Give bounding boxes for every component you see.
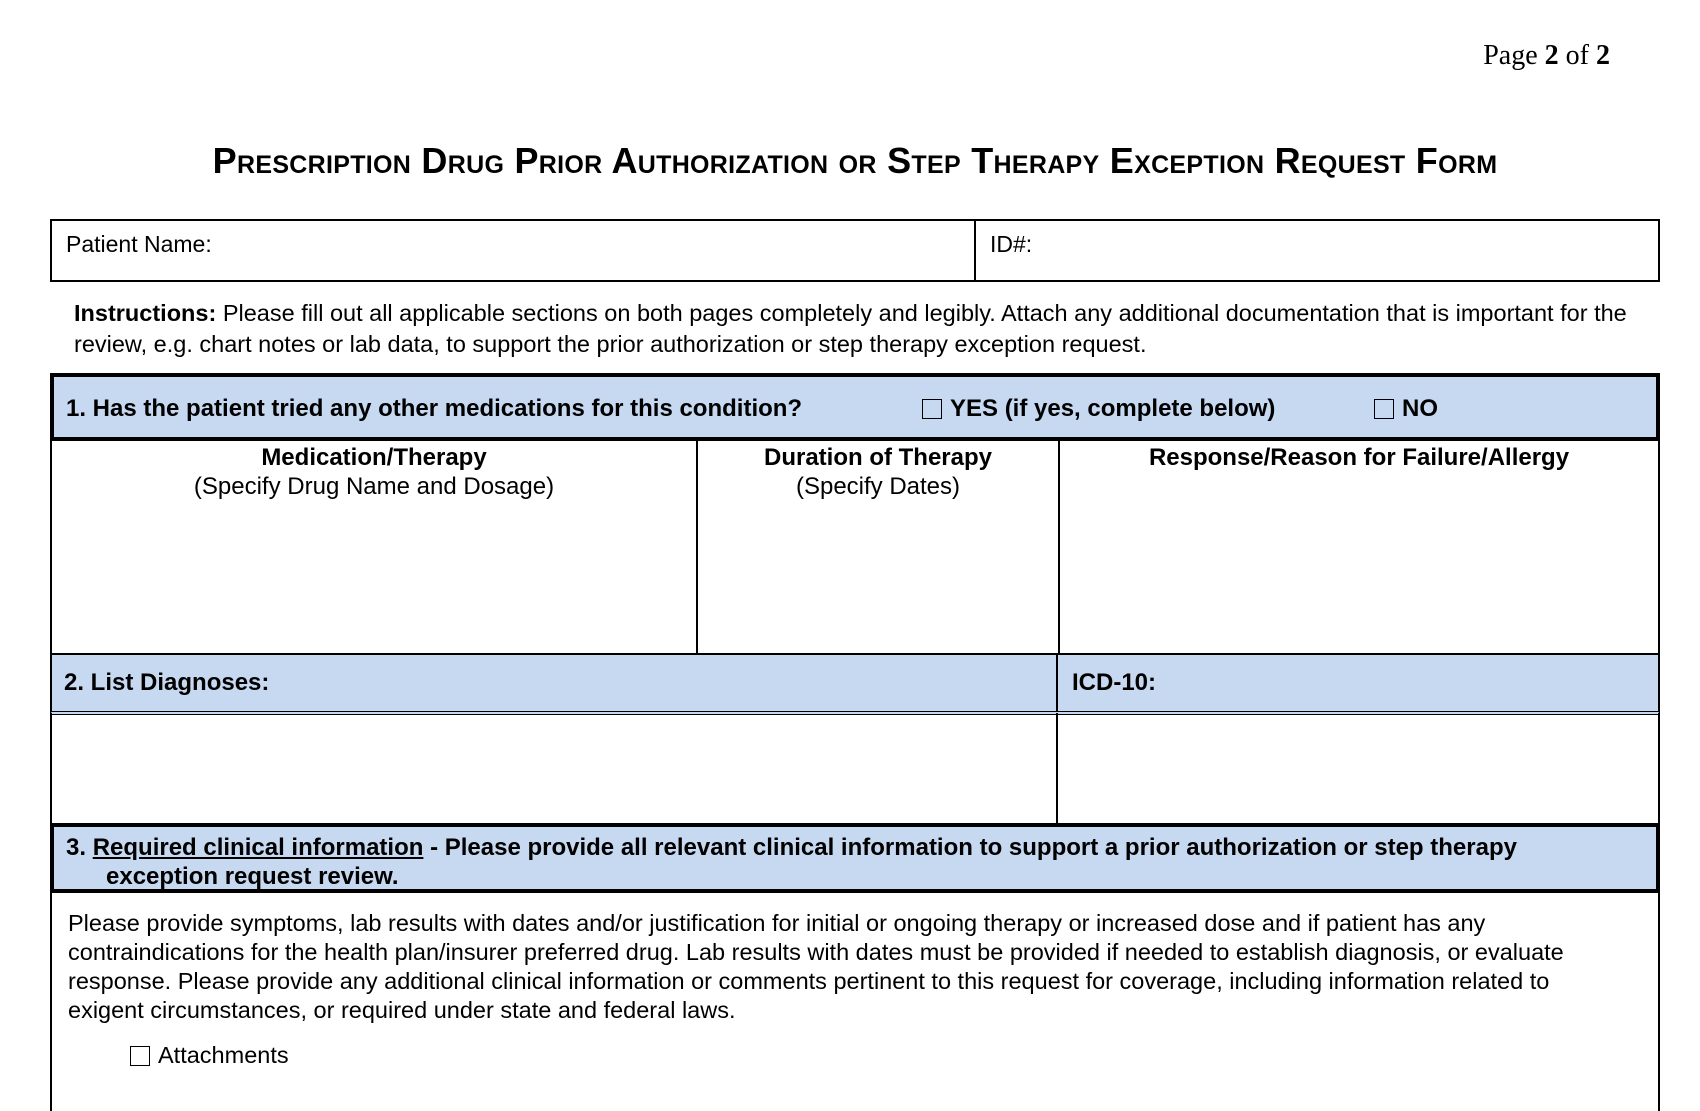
patient-id-label: ID#: — [990, 231, 1033, 257]
patient-name-label: Patient Name: — [66, 231, 212, 257]
diagnoses-body — [50, 713, 1660, 825]
icd10-label: ICD-10: — [1072, 669, 1157, 696]
section3-continuation: exception request review. — [106, 863, 399, 890]
patient-name-field[interactable] — [52, 221, 976, 280]
duration-subheading: (Specify Dates) — [795, 473, 961, 500]
yes-label: YES (if yes, complete below) — [950, 395, 1276, 422]
form-title: Prescription Drug Prior Authorization or Step Therapy Exception Request Form — [212, 140, 1498, 181]
no-option[interactable] — [1374, 395, 1438, 423]
section2-header — [50, 653, 1660, 715]
section3-number: 3. — [66, 834, 87, 861]
patient-id-field[interactable] — [976, 221, 1658, 280]
page-of-label: of — [1565, 40, 1589, 71]
patient-info-row — [50, 219, 1660, 282]
section3-underlined: Required clinical information — [92, 834, 424, 861]
medication-column[interactable] — [52, 439, 698, 653]
response-column[interactable] — [1060, 439, 1658, 653]
yes-checkbox[interactable] — [922, 399, 942, 419]
medication-table — [50, 439, 1660, 655]
page-label: Page — [1483, 40, 1538, 71]
response-heading: Response/Reason for Failure/Allergy — [1148, 444, 1570, 471]
instructions-text: Please fill out all applicable sections on both pages completely and legibly. Attach any additional documentation that is important for the review, e.g. chart notes or lab data, to support the prior authorization or step therapy exception request. — [74, 300, 1627, 357]
medication-heading: Medication/Therapy — [261, 444, 487, 471]
no-label: NO — [1402, 395, 1438, 422]
icd10-field[interactable] — [1058, 713, 1658, 823]
section1-question: 1. Has the patient tried any other medications for this condition? — [66, 395, 803, 422]
diagnoses-field[interactable] — [52, 713, 1058, 823]
page-current: 2 — [1544, 40, 1559, 71]
medication-subheading: (Specify Drug Name and Dosage) — [193, 473, 555, 500]
yes-option[interactable] — [922, 395, 1275, 423]
attachments-label: Attachments — [158, 1042, 289, 1068]
section1-header — [50, 373, 1660, 441]
clinical-info-text: Please provide symptoms, lab results with dates and/or justification for initial or ongoing therapy or increased dose and if patient has any contraindications for the health plan/insurer preferred drug. Lab results with dates must be provided if needed to establish diagnosis, or evaluate response. Please provide any additional clinical information or comments pertinent to this request for coverage, including information related to exigent circumstances, or required under state and federal laws. — [68, 910, 1564, 1023]
clinical-info-body[interactable] — [50, 891, 1660, 1111]
instructions-lead: Instructions: — [74, 300, 217, 326]
duration-heading: Duration of Therapy — [763, 444, 992, 471]
diagnoses-label: 2. List Diagnoses: — [52, 655, 1058, 711]
duration-column[interactable] — [698, 439, 1060, 653]
section3-header — [50, 823, 1660, 893]
section3-rest: - Please provide all relevant clinical information to support a prior authorization or step therapy — [423, 834, 1517, 861]
no-checkbox[interactable] — [1374, 399, 1394, 419]
page-number — [1400, 40, 1610, 72]
page-total: 2 — [1596, 40, 1610, 71]
instructions — [74, 298, 1654, 360]
attachments-checkbox[interactable] — [130, 1046, 150, 1066]
attachments-option[interactable] — [130, 1042, 289, 1069]
